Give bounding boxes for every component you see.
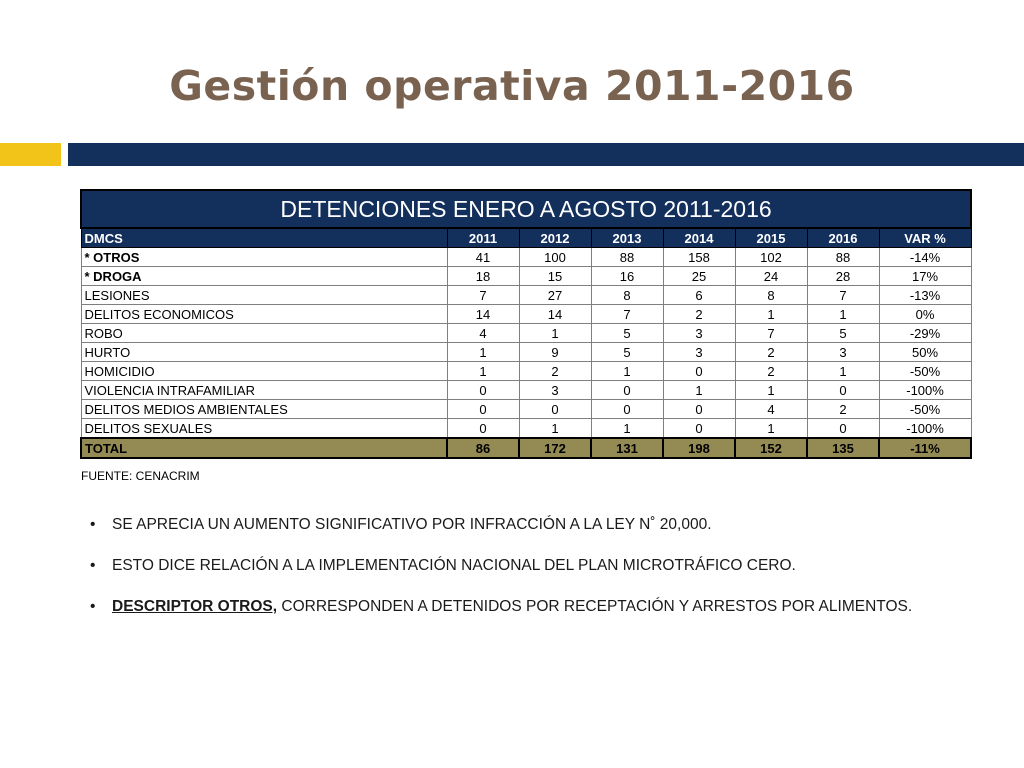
table-cell: 0 (447, 419, 519, 439)
table-cell: 3 (519, 381, 591, 400)
table-cell: 0 (447, 381, 519, 400)
table-cell: 6 (663, 286, 735, 305)
source-note: FUENTE: CENACRIM (81, 469, 200, 483)
row-label: DELITOS MEDIOS AMBIENTALES (81, 400, 447, 419)
total-cell: 86 (447, 438, 519, 458)
table-cell: 7 (591, 305, 663, 324)
total-cell: 131 (591, 438, 663, 458)
table-cell: 14 (447, 305, 519, 324)
row-label: DELITOS SEXUALES (81, 419, 447, 439)
column-header: DMCS (81, 228, 447, 248)
table-cell: 100 (519, 248, 591, 267)
column-header: 2011 (447, 228, 519, 248)
table-cell: 5 (591, 343, 663, 362)
table-cell: 1 (807, 305, 879, 324)
table-cell: 0 (807, 381, 879, 400)
total-label: TOTAL (81, 438, 447, 458)
row-label: * OTROS (81, 248, 447, 267)
table-cell: 5 (591, 324, 663, 343)
table-cell: 4 (735, 400, 807, 419)
table-cell: 88 (591, 248, 663, 267)
table-cell: 1 (735, 381, 807, 400)
column-header: 2013 (591, 228, 663, 248)
table-cell: 25 (663, 267, 735, 286)
bullet-list (90, 515, 958, 638)
row-label: VIOLENCIA INTRAFAMILIAR (81, 381, 447, 400)
accent-bar-navy (68, 143, 1024, 166)
table-row (81, 286, 971, 305)
row-label: ROBO (81, 324, 447, 343)
table-cell: 41 (447, 248, 519, 267)
table-cell: 0 (591, 400, 663, 419)
total-cell: 152 (735, 438, 807, 458)
table-cell: -50% (879, 400, 971, 419)
table-cell: 8 (735, 286, 807, 305)
total-cell: 172 (519, 438, 591, 458)
column-header: 2016 (807, 228, 879, 248)
table-cell: -29% (879, 324, 971, 343)
table-row (81, 267, 971, 286)
table-cell: -100% (879, 381, 971, 400)
table-row (81, 362, 971, 381)
table-cell: 18 (447, 267, 519, 286)
list-item (90, 556, 958, 576)
table-cell: 3 (663, 324, 735, 343)
table-row (81, 305, 971, 324)
table-cell: 0 (591, 381, 663, 400)
table-cell: 1 (447, 343, 519, 362)
total-cell: 198 (663, 438, 735, 458)
column-header: 2015 (735, 228, 807, 248)
table-row (81, 324, 971, 343)
table-cell: 28 (807, 267, 879, 286)
table-cell: 0 (447, 400, 519, 419)
table-row (81, 400, 971, 419)
table-cell: 9 (519, 343, 591, 362)
table-cell: 2 (807, 400, 879, 419)
bullet-marker: • (90, 516, 96, 533)
table-cell: 1 (519, 324, 591, 343)
table-cell: 24 (735, 267, 807, 286)
table-cell: 3 (807, 343, 879, 362)
table-cell: 17% (879, 267, 971, 286)
table-cell: -50% (879, 362, 971, 381)
table-cell: 7 (735, 324, 807, 343)
table-header-row (81, 228, 971, 248)
table-cell: 27 (519, 286, 591, 305)
page-title: Gestión operativa 2011-2016 (169, 62, 855, 110)
table-cell: 0 (807, 419, 879, 439)
table-cell: 0 (663, 400, 735, 419)
table-cell: -100% (879, 419, 971, 439)
table-cell: 5 (807, 324, 879, 343)
table-cell: 8 (591, 286, 663, 305)
table-cell: 0 (663, 362, 735, 381)
table-cell: 2 (735, 343, 807, 362)
row-label: HOMICIDIO (81, 362, 447, 381)
table-cell: 2 (519, 362, 591, 381)
table-cell: 1 (735, 419, 807, 439)
table-cell: 50% (879, 343, 971, 362)
bullet-emphasis: DESCRIPTOR OTROS, (112, 598, 278, 615)
row-label: HURTO (81, 343, 447, 362)
table-cell: 2 (663, 305, 735, 324)
table-row (81, 248, 971, 267)
table-cell: 7 (447, 286, 519, 305)
table-cell: 1 (807, 362, 879, 381)
row-label: LESIONES (81, 286, 447, 305)
table-cell: 2 (735, 362, 807, 381)
table-cell: 1 (447, 362, 519, 381)
table-cell: 102 (735, 248, 807, 267)
table-row (81, 381, 971, 400)
table-cell: 1 (591, 362, 663, 381)
bullet-marker: • (90, 598, 96, 615)
table-cell: 0 (519, 400, 591, 419)
bullet-text: SE APRECIA UN AUMENTO SIGNIFICATIVO POR INFRACCIÓN A LA LEY N˚ 20,000. (112, 516, 712, 533)
table-cell: 16 (591, 267, 663, 286)
table-cell: 1 (591, 419, 663, 439)
table-cell: -14% (879, 248, 971, 267)
bullet-marker: • (90, 557, 96, 574)
table-title: DETENCIONES ENERO A AGOSTO 2011-2016 (81, 190, 971, 228)
detentions-table (80, 189, 972, 459)
row-label: DELITOS ECONOMICOS (81, 305, 447, 324)
table-cell: 3 (663, 343, 735, 362)
column-header: 2012 (519, 228, 591, 248)
table-cell: 158 (663, 248, 735, 267)
list-item (90, 515, 958, 535)
column-header: VAR % (879, 228, 971, 248)
table-cell: 14 (519, 305, 591, 324)
total-cell: 135 (807, 438, 879, 458)
list-item (90, 597, 958, 617)
total-row (81, 438, 971, 458)
table-cell: 1 (663, 381, 735, 400)
table-row (81, 419, 971, 439)
total-cell: -11% (879, 438, 971, 458)
table-cell: -13% (879, 286, 971, 305)
accent-bar-yellow (0, 143, 61, 166)
table-cell: 7 (807, 286, 879, 305)
table-cell: 88 (807, 248, 879, 267)
table-cell: 1 (735, 305, 807, 324)
table-cell: 15 (519, 267, 591, 286)
bullet-text: CORRESPONDEN A DETENIDOS POR RECEPTACIÓN Y ARRESTOS POR ALIMENTOS. (277, 598, 913, 615)
table-cell: 0 (663, 419, 735, 439)
table-cell: 1 (519, 419, 591, 439)
bullet-text: ESTO DICE RELACIÓN A LA IMPLEMENTACIÓN NACIONAL DEL PLAN MICROTRÁFICO CERO. (112, 557, 796, 574)
row-label: * DROGA (81, 267, 447, 286)
column-header: 2014 (663, 228, 735, 248)
table-row (81, 343, 971, 362)
table-cell: 4 (447, 324, 519, 343)
table-cell: 0% (879, 305, 971, 324)
